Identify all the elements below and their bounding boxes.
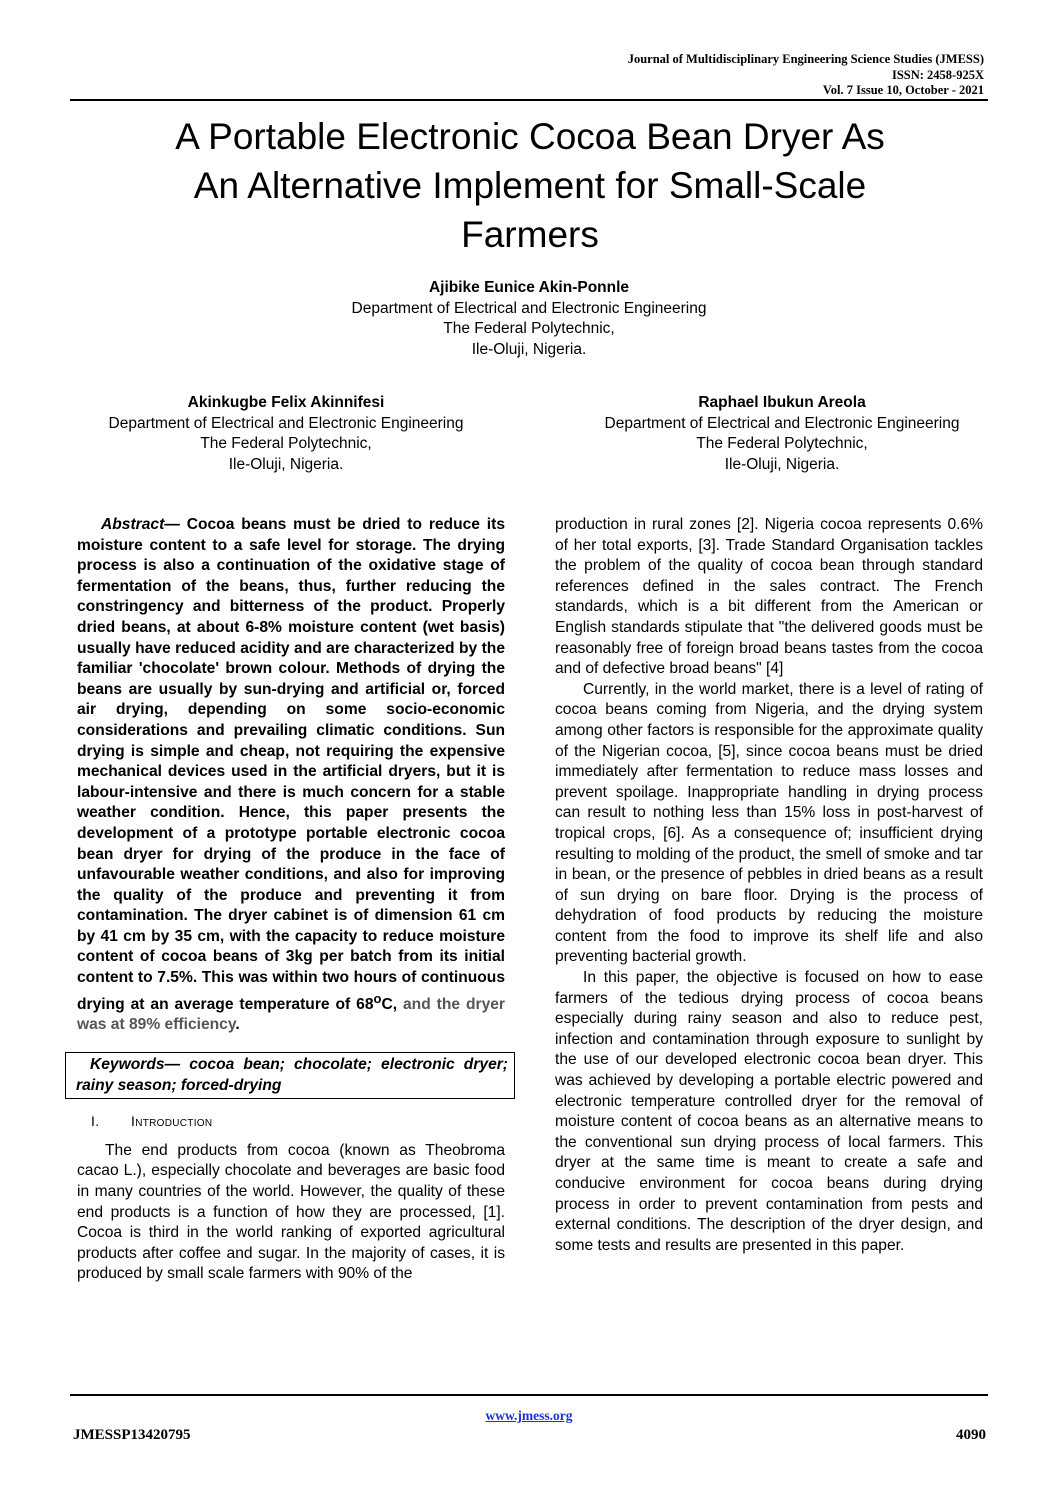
- degree-superscript: o: [373, 990, 382, 1006]
- section-number: I.: [91, 1113, 100, 1130]
- abstract-label: Abstract—: [101, 516, 180, 533]
- journal-header: [628, 52, 984, 99]
- author-name: Akinkugbe Felix Akinnifesi: [187, 394, 385, 411]
- title-line: An Alternative Implement for Small-Scale: [193, 165, 867, 206]
- keywords-text: cocoa bean; chocolate; electronic dryer; rainy season; forced-drying: [76, 1056, 508, 1094]
- footer-rule: [70, 1394, 988, 1396]
- author-location: Ile-Oluji, Nigeria.: [228, 455, 344, 473]
- author-department: Department of Electrical and Electronic Engineering: [108, 414, 464, 432]
- author-block: [46, 393, 526, 475]
- title-line: A Portable Electronic Cocoa Bean Dryer As: [175, 116, 885, 157]
- author-block: [229, 278, 829, 360]
- journal-volume: Vol. 7 Issue 10, October - 2021: [822, 83, 984, 97]
- section-title: Introduction: [131, 1113, 213, 1130]
- abstract-tail: and the dryer was at 89% efficiency: [77, 995, 506, 1034]
- body-paragraph: Currently, in the world market, there is a level of rating of cocoa beans coming from Nigeria, and the drying system among other factors is responsible for the approximate quality of the Nigerian cocoa, [5], since cocoa beans must be dried immediately after fermentation to reduce mass losses and prevent spoilage. Inappropriate handling in drying process can result to nothing less than 15% loss in post-harvest of tropical crops, [6]. As a consequence of; insufficient drying resulting to molding of the product, the smell of smoke and tar in bean, or the presence of pebbles in dried beans as a result of sun drying on bare floor. Drying is the process of dehydration of food products by reducing the moisture content from the food to improve its shelf life and also preventing bacterial growth.: [555, 680, 983, 966]
- author-institution: The Federal Polytechnic,: [696, 435, 868, 452]
- paper-title: [80, 112, 980, 259]
- right-column: [555, 515, 983, 1256]
- body-paragraph: production in rural zones [2]. Nigeria cocoa represents 0.6% of her total exports, [3]. Trade Standard Organisation tackles the problem of the quality of cocoa bean through standard references defined in the sales contract. The French standards, which is a bit different from the American or English standards stipulate that "the delivered goods must be reasonably free of foreign broad beans tastes from the cocoa and of defective broad beans" [4]: [555, 516, 983, 678]
- abstract-text: Cocoa beans must be dried to reduce its moisture content to a safe level for storage. The drying process is also a continuation of the oxidative stage of fermentation of the beans, thus, further reducing the constringency and bitterness of the product. Properly dried beans, at about 6-8% moisture content (wet basis) usually have reduced acidity and are characterized by the familiar 'chocolate' brown colour. Methods of drying the beans are usually by sun-drying and artificial or, forced air drying, depending on some socio-economic considerations and prevailing climatic conditions. Sun drying is simple and cheap, not requiring the expensive mechanical devices used in the artificial dryers, but it is labour-intensive and there is much concern for a stable weather condition. Hence, this paper presents the development of a prototype portable electronic cocoa bean dryer for drying of the produce in the face of unfavourable weather conditions, and also for improving the quality of the produce and preventing it from contamination. The dryer cabinet is of dimension 61 cm by 41 cm by 35 cm, with the capacity to reduce moisture content of cocoa beans of 3kg per batch from its initial content to 7.5%. This was within two hours of continuous drying at an average temperature of 68: [77, 516, 505, 1013]
- author-block: [532, 393, 1032, 475]
- keywords: [76, 1055, 508, 1096]
- author-department: Department of Electrical and Electronic Engineering: [604, 414, 960, 432]
- author-institution: The Federal Polytechnic,: [443, 320, 615, 337]
- keywords-label: Keywords—: [90, 1056, 181, 1074]
- body-paragraph: In this paper, the objective is focused on how to ease farmers of the tedious drying process of cocoa beans especially during rainy season and also to reduce pest, infection and contamination through exposure to sunlight by the use of our developed electronic cocoa bean dryer. This was achieved by developing a portable electric powered and electronic temperature controlled dryer for the removal of moisture content of cocoa beans as an alternative means to the conventional sun drying process of local farmers. This dryer at the same time is meant to create a safe and conducive environment for cocoa beans during drying process in order to prevent contamination from pests and external conditions. The description of the dryer design, and some tests and results are presented in this paper.: [555, 969, 983, 1254]
- abstract-unit: C,: [381, 995, 398, 1013]
- journal-website-link[interactable]: www.jmess.org: [485, 1408, 573, 1423]
- left-column: [76, 515, 508, 1285]
- section-heading: [77, 1111, 505, 1132]
- author-department: Department of Electrical and Electronic Engineering: [351, 299, 707, 317]
- journal-name: Journal of Multidisciplinary Engineering Science Studies (JMESS): [627, 52, 984, 66]
- author-location: Ile-Oluji, Nigeria.: [471, 340, 587, 358]
- author-name: Ajibike Eunice Akin-Ponnle: [428, 279, 630, 296]
- header-rule: [70, 99, 988, 101]
- keywords-box: [65, 1052, 515, 1099]
- author-name: Raphael Ibukun Areola: [698, 394, 866, 411]
- page-number: 4090: [956, 1427, 986, 1443]
- abstract-end: .: [235, 1016, 240, 1034]
- journal-issn: ISSN: 2458-925X: [891, 67, 984, 82]
- paper-id: JMESSP13420795: [73, 1427, 191, 1443]
- author-location: Ile-Oluji, Nigeria.: [724, 455, 840, 473]
- abstract: [77, 515, 505, 1036]
- author-institution: The Federal Polytechnic,: [200, 435, 372, 452]
- body-paragraph: The end products from cocoa (known as Theobroma cacao L.), especially chocolate and beverages are basic food in many countries of the world. However, the quality of these end products is a function of how they are processed, [1]. Cocoa is third in the world ranking of exported agricultural products after coffee and sugar. In the majority of cases, it is produced by small scale farmers with 90% of the: [77, 1141, 505, 1283]
- title-line: Farmers: [461, 214, 599, 255]
